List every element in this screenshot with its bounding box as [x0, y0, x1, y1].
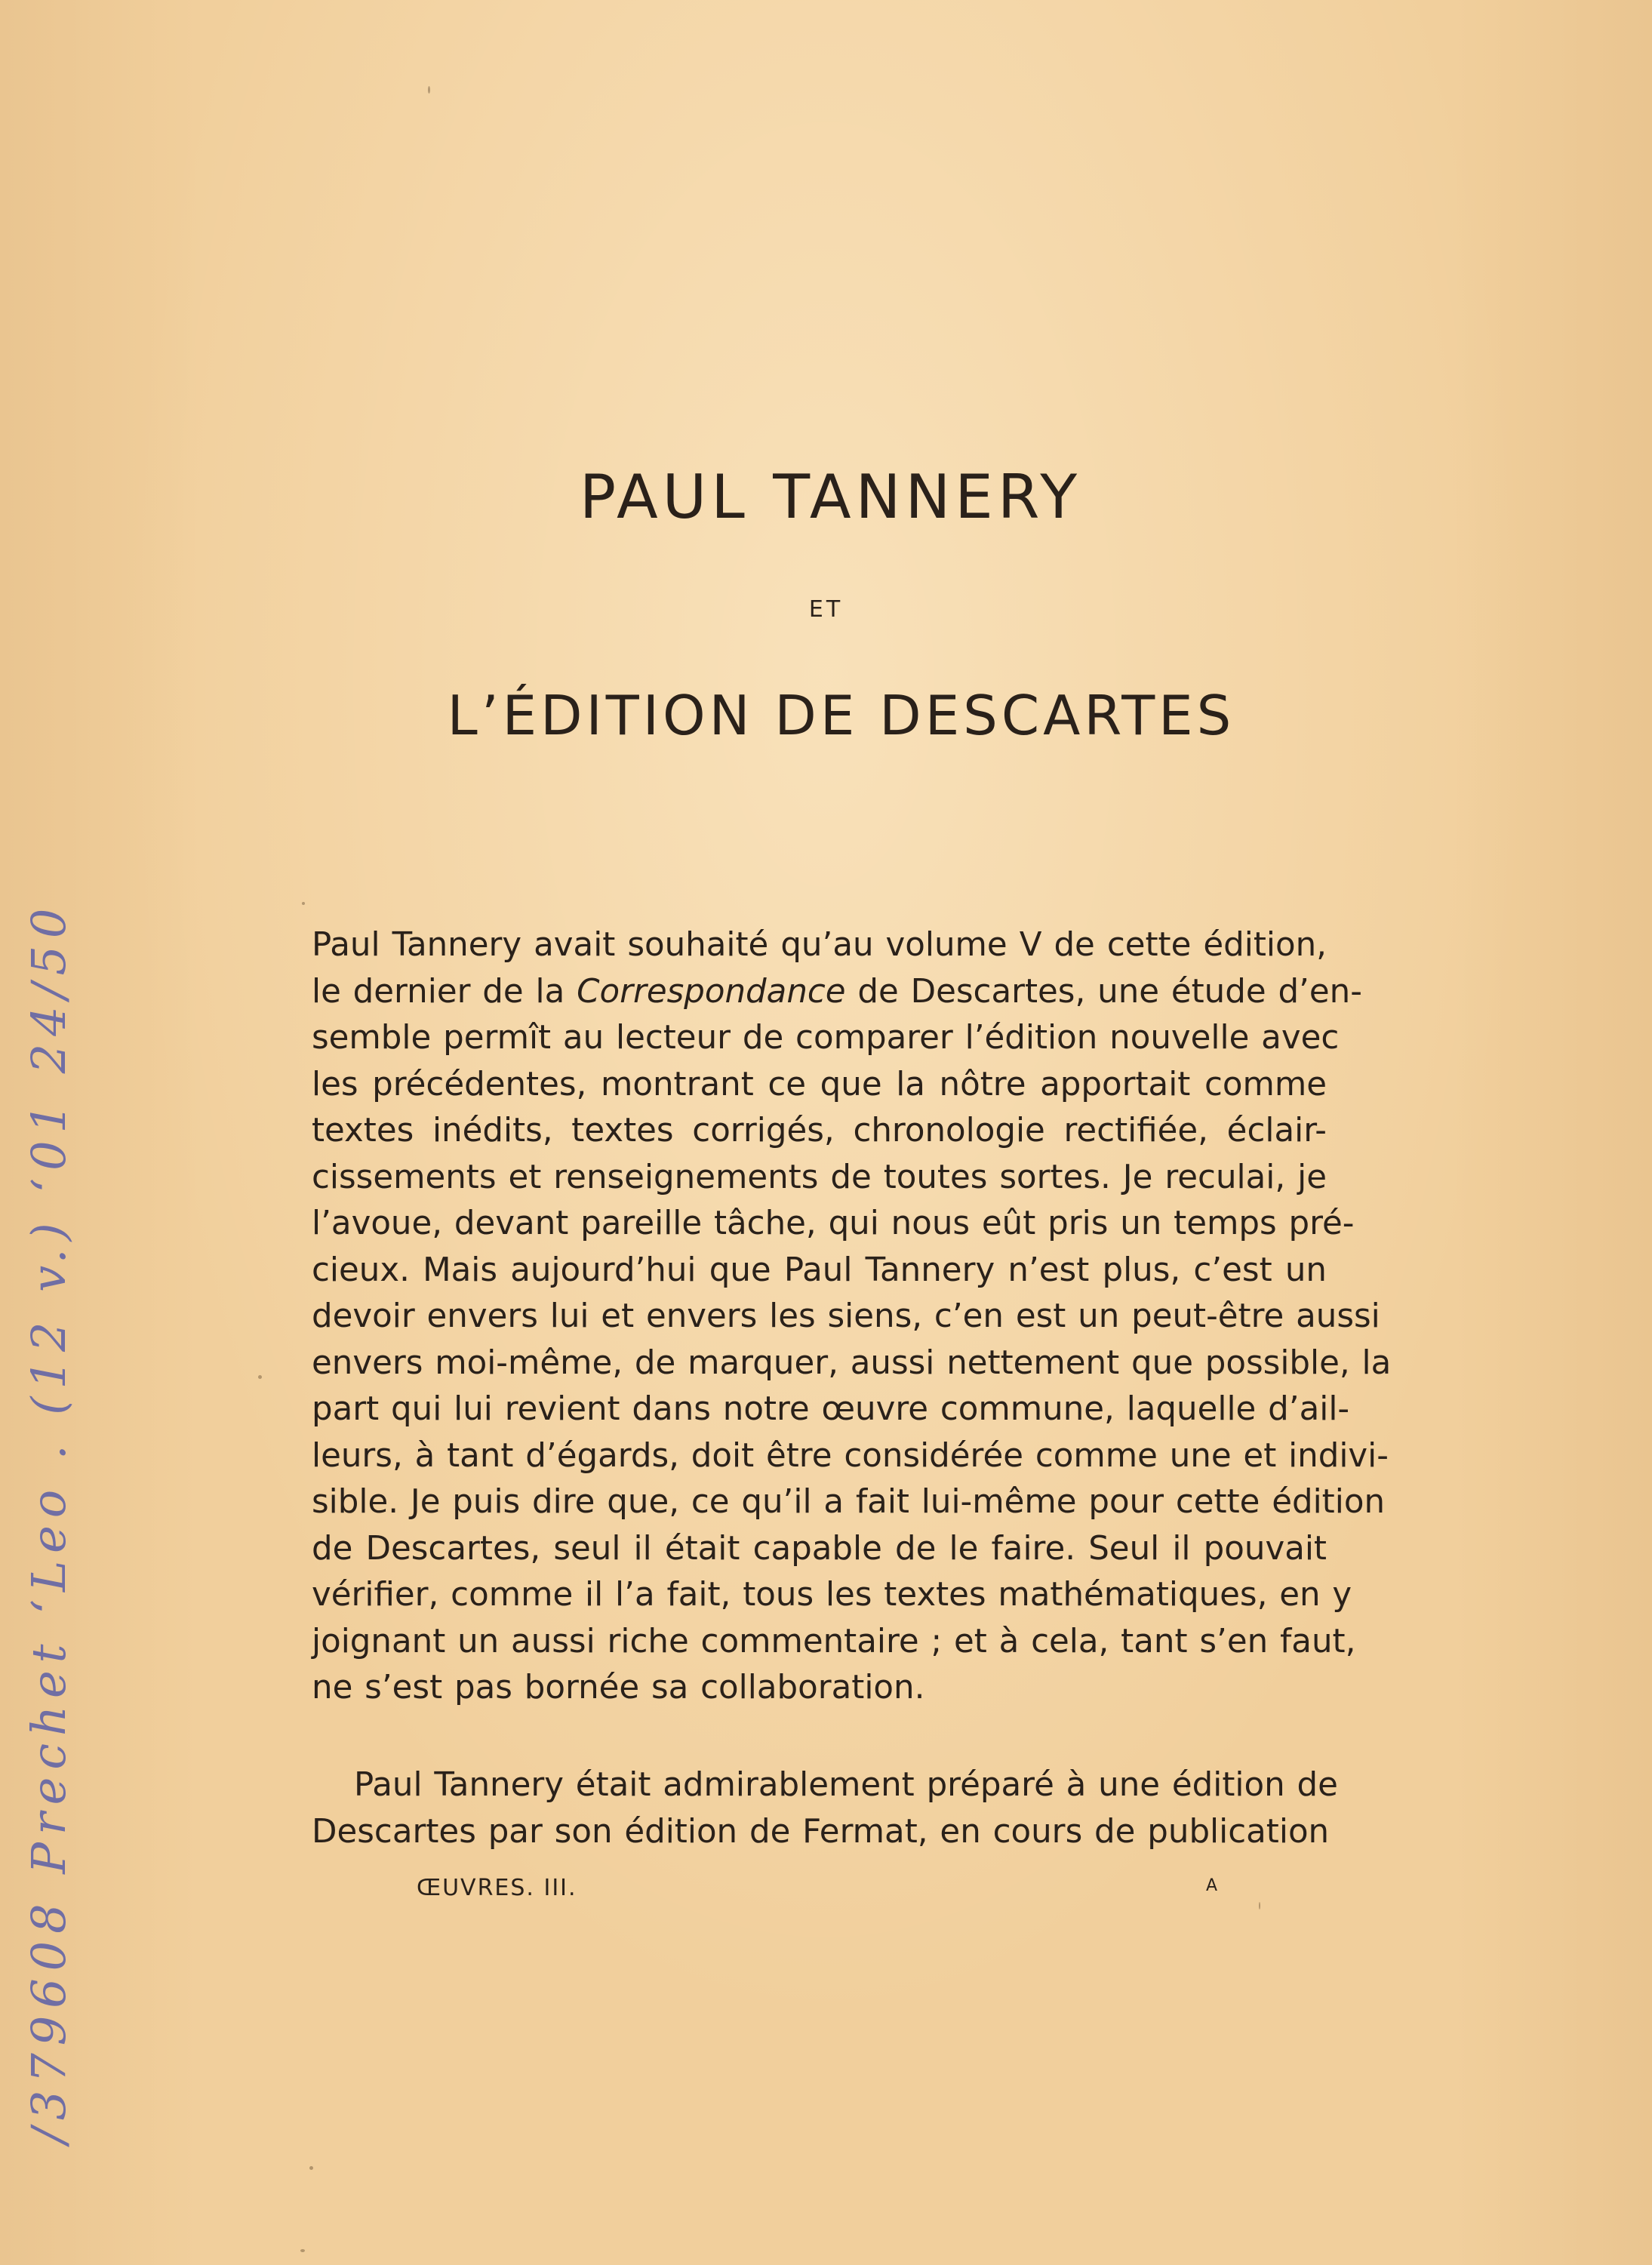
- text-line: l’avoue, devant pareille tâche, qui nous eût pris un temps pré-: [312, 1205, 1355, 1242]
- text-line: Paul Tannery était admirablement préparé à une édition de: [354, 1766, 1338, 1804]
- page-title: PAUL TANNERY: [579, 462, 1082, 532]
- text-line: cissements et renseignements de toutes sortes. Je reculai, je: [312, 1158, 1327, 1196]
- paper-speck: [300, 2249, 305, 2252]
- text-line: sible. Je puis dire que, ce qu’il a fait lui-même pour cette édition: [312, 1483, 1386, 1521]
- text-line: part qui lui revient dans notre œuvre commune, laquelle d’ail-: [312, 1390, 1350, 1428]
- paper-speck: [428, 86, 430, 94]
- text-line: Descartes par son édition de Fermat, en cours de publication: [312, 1812, 1330, 1851]
- text-line: de Descartes, seul il était capable de le faire. Seul il pouvait: [312, 1529, 1327, 1568]
- paper-speck: [1259, 1902, 1260, 1910]
- handwritten-text: /379608 Prechet ‘Leo . (12 v.) ‘01 24/50: [21, 900, 76, 2143]
- text-line: [312, 969, 1362, 1016]
- handwritten-margin-annotation: [14, 900, 82, 2143]
- title-connector: ET: [808, 596, 844, 623]
- text-line: Paul Tannery avait souhaité qu’au volume V de cette édition,: [312, 926, 1327, 964]
- text-line: vérifier, comme il l’a fait, tous les textes mathématiques, en y: [312, 1576, 1352, 1614]
- paper-speck: [258, 1375, 262, 1379]
- footer-signature-mark: A: [1206, 1876, 1218, 1895]
- paragraph-2: [312, 1762, 1338, 1855]
- paper-speck: [302, 902, 305, 905]
- italic-title: Correspondance: [577, 972, 846, 1011]
- text-line: joignant un aussi riche commentaire ; et à cela, tant s’en faut,: [312, 1622, 1356, 1660]
- paper-speck: [309, 2166, 313, 2170]
- text-fragment: le dernier de la: [312, 972, 577, 1011]
- footer-volume-label: ŒUVRES. III.: [417, 1875, 577, 1901]
- text-line: cieux. Mais aujourd’hui que Paul Tannery n’est plus, c’est un: [312, 1251, 1327, 1289]
- text-fragment: de Descartes, une étude d’en-: [845, 972, 1362, 1011]
- text-line: devoir envers lui et envers les siens, c’en est un peut-être aussi: [312, 1297, 1380, 1335]
- text-line: les précédentes, montrant ce que la nôtre apportait comme: [312, 1065, 1327, 1103]
- page-subtitle: L’ÉDITION DE DESCARTES: [447, 684, 1235, 747]
- text-line: textes inédits, textes corrigés, chronologie rectifiée, éclair-: [312, 1112, 1327, 1149]
- text-line: semble permît au lecteur de comparer l’édition nouvelle avec: [312, 1019, 1340, 1057]
- text-line: envers moi-même, de marquer, aussi nettement que possible, la: [312, 1343, 1392, 1382]
- paragraph-1: [312, 922, 1392, 1712]
- text-line: leurs, à tant d’égards, doit être considérée comme une et indivi-: [312, 1436, 1389, 1475]
- text-line: ne s’est pas bornée sa collaboration.: [312, 1669, 925, 1706]
